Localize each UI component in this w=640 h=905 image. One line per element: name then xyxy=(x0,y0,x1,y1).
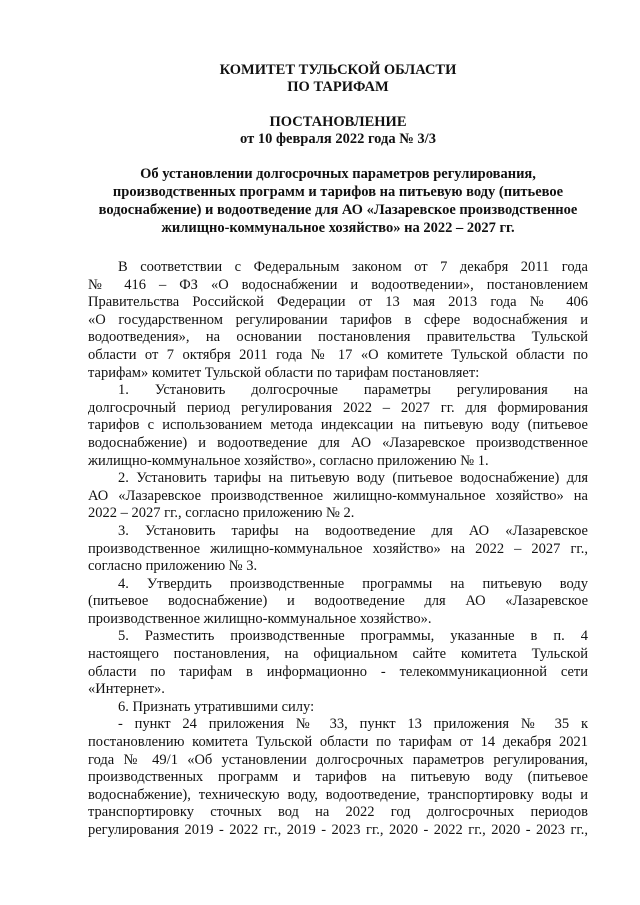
subject-line-2: производственных программ и тарифов на питьевую воду (питьевое xyxy=(112,184,564,200)
text-line: 6. Признать утратившими силу: xyxy=(118,698,315,715)
text-line: 1. Установить долгосрочные параметры регулирования на xyxy=(118,382,588,399)
item-4-paragraph xyxy=(88,576,588,629)
subject-line-3: водоснабжение) и водоотведение для АО «Лазаревское производственное xyxy=(98,202,578,218)
text-line: - пункт 24 приложения № 33, пункт 13 приложения № 35 к xyxy=(118,716,588,733)
issuer-line-1: КОМИТЕТ ТУЛЬСКОЙ ОБЛАСТИ xyxy=(219,62,457,78)
document-body xyxy=(88,259,588,840)
text-line: тарифов с использованием метода индексации на питьевую воду (питьевое xyxy=(88,417,588,434)
text-line: долгосрочный период регулирования 2022 – 2027 гг. для формирования xyxy=(88,399,588,416)
text-line: жилищно-коммунальное хозяйство», согласно приложению № 1. xyxy=(88,452,489,469)
text-line: производственное жилищно-коммунальное хозяйство» на 2022 – 2027 гг., xyxy=(88,540,588,557)
text-line: Правительства Российской Федерации от 13 мая 2013 года № 406 xyxy=(88,294,588,311)
text-line: водоснабжение), техническую воду, водоотведение, транспортировку воды и xyxy=(88,786,588,803)
text-line: 3. Установить тарифы на водоотведение для АО «Лазаревское xyxy=(118,522,588,539)
text-line: регулирования 2019 - 2022 гг., 2019 - 2023 гг., 2020 - 2022 гг., 2020 - 2023 гг., xyxy=(88,822,588,838)
text-line: 2022 – 2027 гг., согласно приложению № 2. xyxy=(88,505,355,522)
text-line: транспортировку сточных вод на 2022 год долгосрочных периодов xyxy=(88,804,588,821)
text-line: «О государственном регулировании тарифов в сфере водоснабжения и xyxy=(88,311,588,328)
text-line: 4. Утвердить производственные программы на питьевую воду xyxy=(118,575,588,592)
decree-date: от 10 февраля 2022 года № 3/3 xyxy=(240,131,436,147)
decree-title: ПОСТАНОВЛЕНИЕ xyxy=(269,114,407,130)
text-line: согласно приложению № 3. xyxy=(88,558,258,575)
issuer-header xyxy=(88,62,588,96)
issuer-line-2: ПО ТАРИФАМ xyxy=(287,79,389,95)
text-line: производственных программ и тарифов на питьевую воду (питьевое xyxy=(88,769,588,786)
text-line: постановлению комитета Тульской области по тарифам от 14 декабря 2021 xyxy=(88,734,588,751)
decree-heading xyxy=(88,114,588,148)
subject-line-1: Об установлении долгосрочных параметров регулирования, xyxy=(140,166,536,182)
text-line: водоснабжение) и водоотведение для АО «Лазаревское производственное xyxy=(88,434,588,451)
item-5-paragraph xyxy=(88,628,588,698)
text-line: водоотведения», на основании постановления правительства Тульской xyxy=(88,329,588,346)
document-page xyxy=(88,62,588,840)
text-line: области от 7 октября 2011 года № 17 «О комитете Тульской области по xyxy=(88,346,588,363)
text-line: области по тарифам в информационно - телекоммуникационной сети xyxy=(88,663,588,680)
preamble-paragraph xyxy=(88,259,588,382)
text-line: производственное жилищно-коммунальное хозяйство». xyxy=(88,610,432,627)
text-line: года № 49/1 «Об установлении долгосрочных параметров регулирования, xyxy=(88,751,588,768)
text-line: АО «Лазаревское производственное жилищно-коммунальное хозяйство» на xyxy=(88,487,588,504)
text-line: 2. Установить тарифы на питьевую воду (питьевое водоснабжение) для xyxy=(118,470,588,487)
text-line: В соответствии с Федеральным законом от 7 декабря 2011 года xyxy=(118,259,588,275)
item-6a-paragraph xyxy=(88,716,588,839)
text-line: 5. Разместить производственные программы, указанные в п. 4 xyxy=(118,628,588,645)
item-6-paragraph xyxy=(88,699,588,717)
text-line: настоящего постановления, на официальном сайте комитета Тульской xyxy=(88,646,588,663)
subject-line-4: жилищно-коммунальное хозяйство» на 2022 – 2027 гг. xyxy=(161,220,515,236)
item-2-paragraph xyxy=(88,470,588,523)
text-line: «Интернет». xyxy=(88,681,165,698)
text-line: тарифам» комитет Тульской области по тарифам постановляет: xyxy=(88,364,480,381)
text-line: (питьевое водоснабжение) и водоотведение для АО «Лазаревское xyxy=(88,593,588,610)
decree-subject xyxy=(88,165,588,237)
text-line: № 416 – ФЗ «О водоснабжении и водоотведении», постановлением xyxy=(88,276,588,293)
item-1-paragraph xyxy=(88,382,588,470)
item-3-paragraph xyxy=(88,523,588,576)
